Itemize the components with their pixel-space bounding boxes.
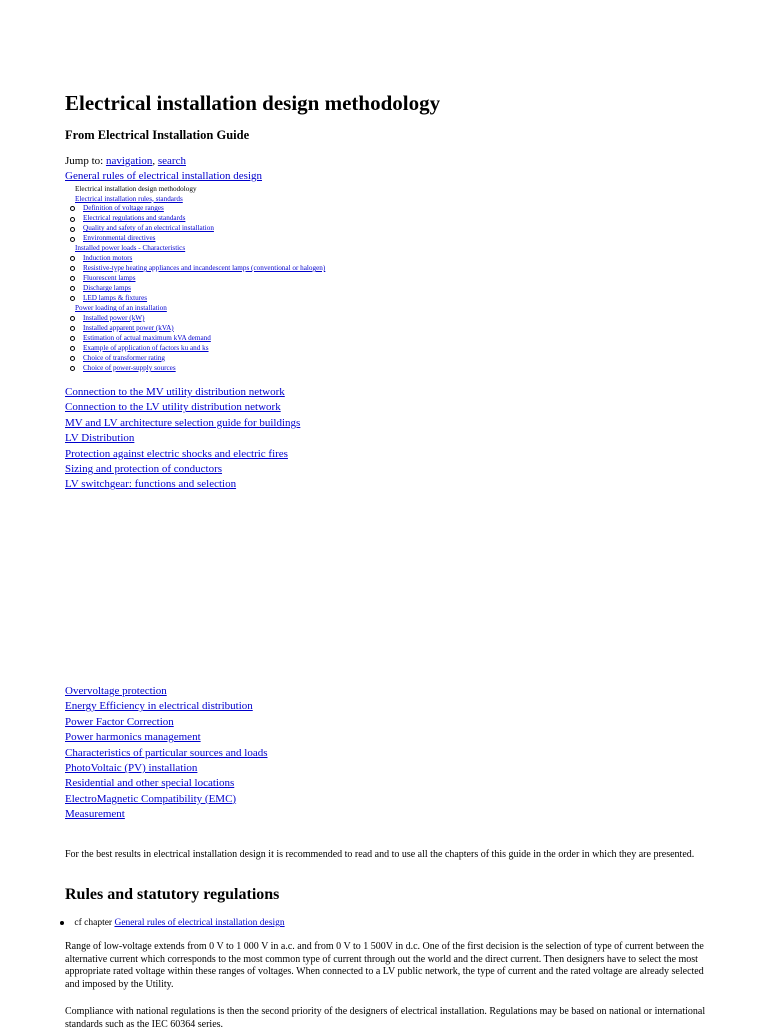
jump-separator: , — [152, 155, 156, 167]
chapter-link[interactable]: Energy Efficiency in electrical distribution — [65, 700, 253, 713]
chapter-link[interactable]: Connection to the LV utility distribution network — [65, 401, 281, 414]
circle-bullet-icon — [70, 286, 75, 291]
page-subtitle: From Electrical Installation Guide — [65, 128, 250, 142]
toc-item-link[interactable]: Induction motors — [83, 253, 133, 262]
cf-chapter-item — [60, 917, 285, 930]
chapter-link[interactable]: ElectroMagnetic Compatibility (EMC) — [65, 792, 237, 805]
chapter-link[interactable]: Connection to the MV utility distribution network — [65, 386, 285, 398]
toc-item-link[interactable]: Resistive-type heating appliances and incandescent lamps (conventional or halogen) — [83, 264, 326, 273]
toc-section — [60, 304, 420, 314]
compliance-paragraph: Compliance with national regulations is then the second priority of the designers of electrical installation. Regulations may be based on national or international standards such as the IEC 60364 series. — [65, 1006, 706, 1030]
general-rules-chapter — [65, 169, 262, 183]
toc-item-link[interactable]: Choice of power-supply sources — [83, 364, 176, 373]
toc-item-link[interactable]: Environmental directives — [83, 234, 156, 243]
toc-item — [60, 364, 420, 374]
chapter-link[interactable]: Sizing and protection of conductors — [65, 463, 223, 476]
toc-item — [60, 314, 420, 324]
circle-bullet-icon — [70, 227, 75, 232]
chapter-link[interactable]: Measurement — [65, 808, 125, 821]
toc-item-link[interactable]: LED lamps & fixtures — [83, 294, 148, 303]
toc-item — [60, 224, 420, 234]
circle-bullet-icon — [70, 256, 75, 261]
chapter-link[interactable]: Protection against electric shocks and electric fires — [65, 447, 288, 460]
chapter-link[interactable]: Characteristics of particular sources and loads — [65, 746, 268, 759]
chapter-link[interactable]: LV switchgear: functions and selection — [65, 478, 237, 491]
toc-item — [60, 274, 420, 284]
circle-bullet-icon — [70, 296, 75, 301]
toc-item-link[interactable]: Fluorescent lamps — [83, 274, 136, 283]
toc-item — [60, 284, 420, 294]
toc-section-link[interactable]: Electrical installation rules, standards — [75, 194, 183, 203]
toc-section — [60, 195, 420, 205]
chapter-link[interactable]: Power Factor Correction — [65, 715, 174, 728]
toc-item — [60, 254, 420, 264]
chapter-link[interactable]: PhotoVoltaic (PV) installation — [65, 762, 198, 775]
chapter-list-top — [65, 385, 300, 493]
rules-heading: Rules and statutory regulations — [65, 886, 280, 903]
navigation-link[interactable]: navigation — [105, 155, 153, 167]
circle-bullet-icon — [70, 356, 75, 361]
jump-to-label: Jump to: — [65, 155, 104, 167]
chapter-list-bottom — [65, 684, 268, 823]
toc-section-link[interactable]: Installed power loads - Characteristics — [75, 244, 186, 253]
toc-item — [60, 234, 420, 244]
chapter-link[interactable]: Power harmonics management — [65, 731, 201, 744]
toc-item — [60, 334, 420, 344]
chapter-link[interactable]: LV Distribution — [65, 432, 135, 445]
toc-item-link[interactable]: Discharge lamps — [83, 284, 131, 293]
toc-item — [60, 354, 420, 364]
intro-paragraph: For the best results in electrical installation design it is recommended to read and to use all the chapters of this guide in the order in which they are presented. — [65, 849, 695, 860]
toc-item-link[interactable]: Quality and safety of an electrical installation — [83, 224, 214, 233]
bullet-icon — [60, 921, 64, 925]
circle-bullet-icon — [70, 346, 75, 351]
cf-chapter-link[interactable]: General rules of electrical installation design — [114, 918, 285, 928]
circle-bullet-icon — [70, 276, 75, 281]
toc-item-link[interactable]: Electrical regulations and standards — [83, 214, 186, 223]
toc-item-link[interactable]: Example of application of factors ku and ks — [83, 343, 209, 352]
toc-current-page: Electrical installation design methodology — [75, 185, 197, 193]
page-title: Electrical installation design methodology — [65, 91, 441, 115]
circle-bullet-icon — [70, 336, 75, 341]
toc-item — [60, 264, 420, 274]
toc-item — [60, 214, 420, 224]
toc-item-link[interactable]: Definition of voltage ranges — [83, 204, 164, 213]
toc-item — [60, 344, 420, 354]
toc-item-link[interactable]: Choice of transformer rating — [83, 353, 166, 362]
toc-section — [60, 244, 420, 254]
circle-bullet-icon — [70, 316, 75, 321]
range-paragraph: Range of low-voltage extends from 0 V to 1 000 V in a.c. and from 0 V to 1 500V in d.c. One of the first decision is the selection of type of current between the alternative current which corresponds to the most common type of current through out the world and the direct current. Then designers have to select the most appropriate rated voltage within these ranges of voltages. When connected to a LV public network, the type of current and the rated voltage are already selected and imposed by the Utility. — [65, 941, 704, 990]
toc-item-link[interactable]: Installed power (kW) — [83, 313, 145, 322]
toc-item-link[interactable]: Installed apparent power (kVA) — [83, 323, 174, 332]
circle-bullet-icon — [70, 206, 75, 211]
jump-to-bar — [65, 154, 186, 168]
toc-section-link[interactable]: Power loading of an installation — [75, 304, 167, 313]
search-link[interactable]: search — [157, 155, 186, 167]
circle-bullet-icon — [70, 366, 75, 371]
table-of-contents — [60, 185, 420, 374]
toc-item-link[interactable]: Estimation of actual maximum kVA demand — [83, 333, 211, 342]
circle-bullet-icon — [70, 266, 75, 271]
chapter-link[interactable]: Residential and other special locations — [65, 777, 235, 790]
toc-item — [60, 204, 420, 214]
chapter-link[interactable]: Overvoltage protection — [65, 685, 167, 697]
toc-item — [60, 294, 420, 304]
chapter-link[interactable]: MV and LV architecture selection guide for buildings — [65, 416, 301, 429]
cf-prefix: cf chapter — [74, 918, 113, 928]
circle-bullet-icon — [70, 326, 75, 331]
circle-bullet-icon — [70, 237, 75, 242]
circle-bullet-icon — [70, 217, 75, 222]
general-rules-link[interactable]: General rules of electrical installation design — [65, 170, 263, 182]
toc-item — [60, 324, 420, 334]
